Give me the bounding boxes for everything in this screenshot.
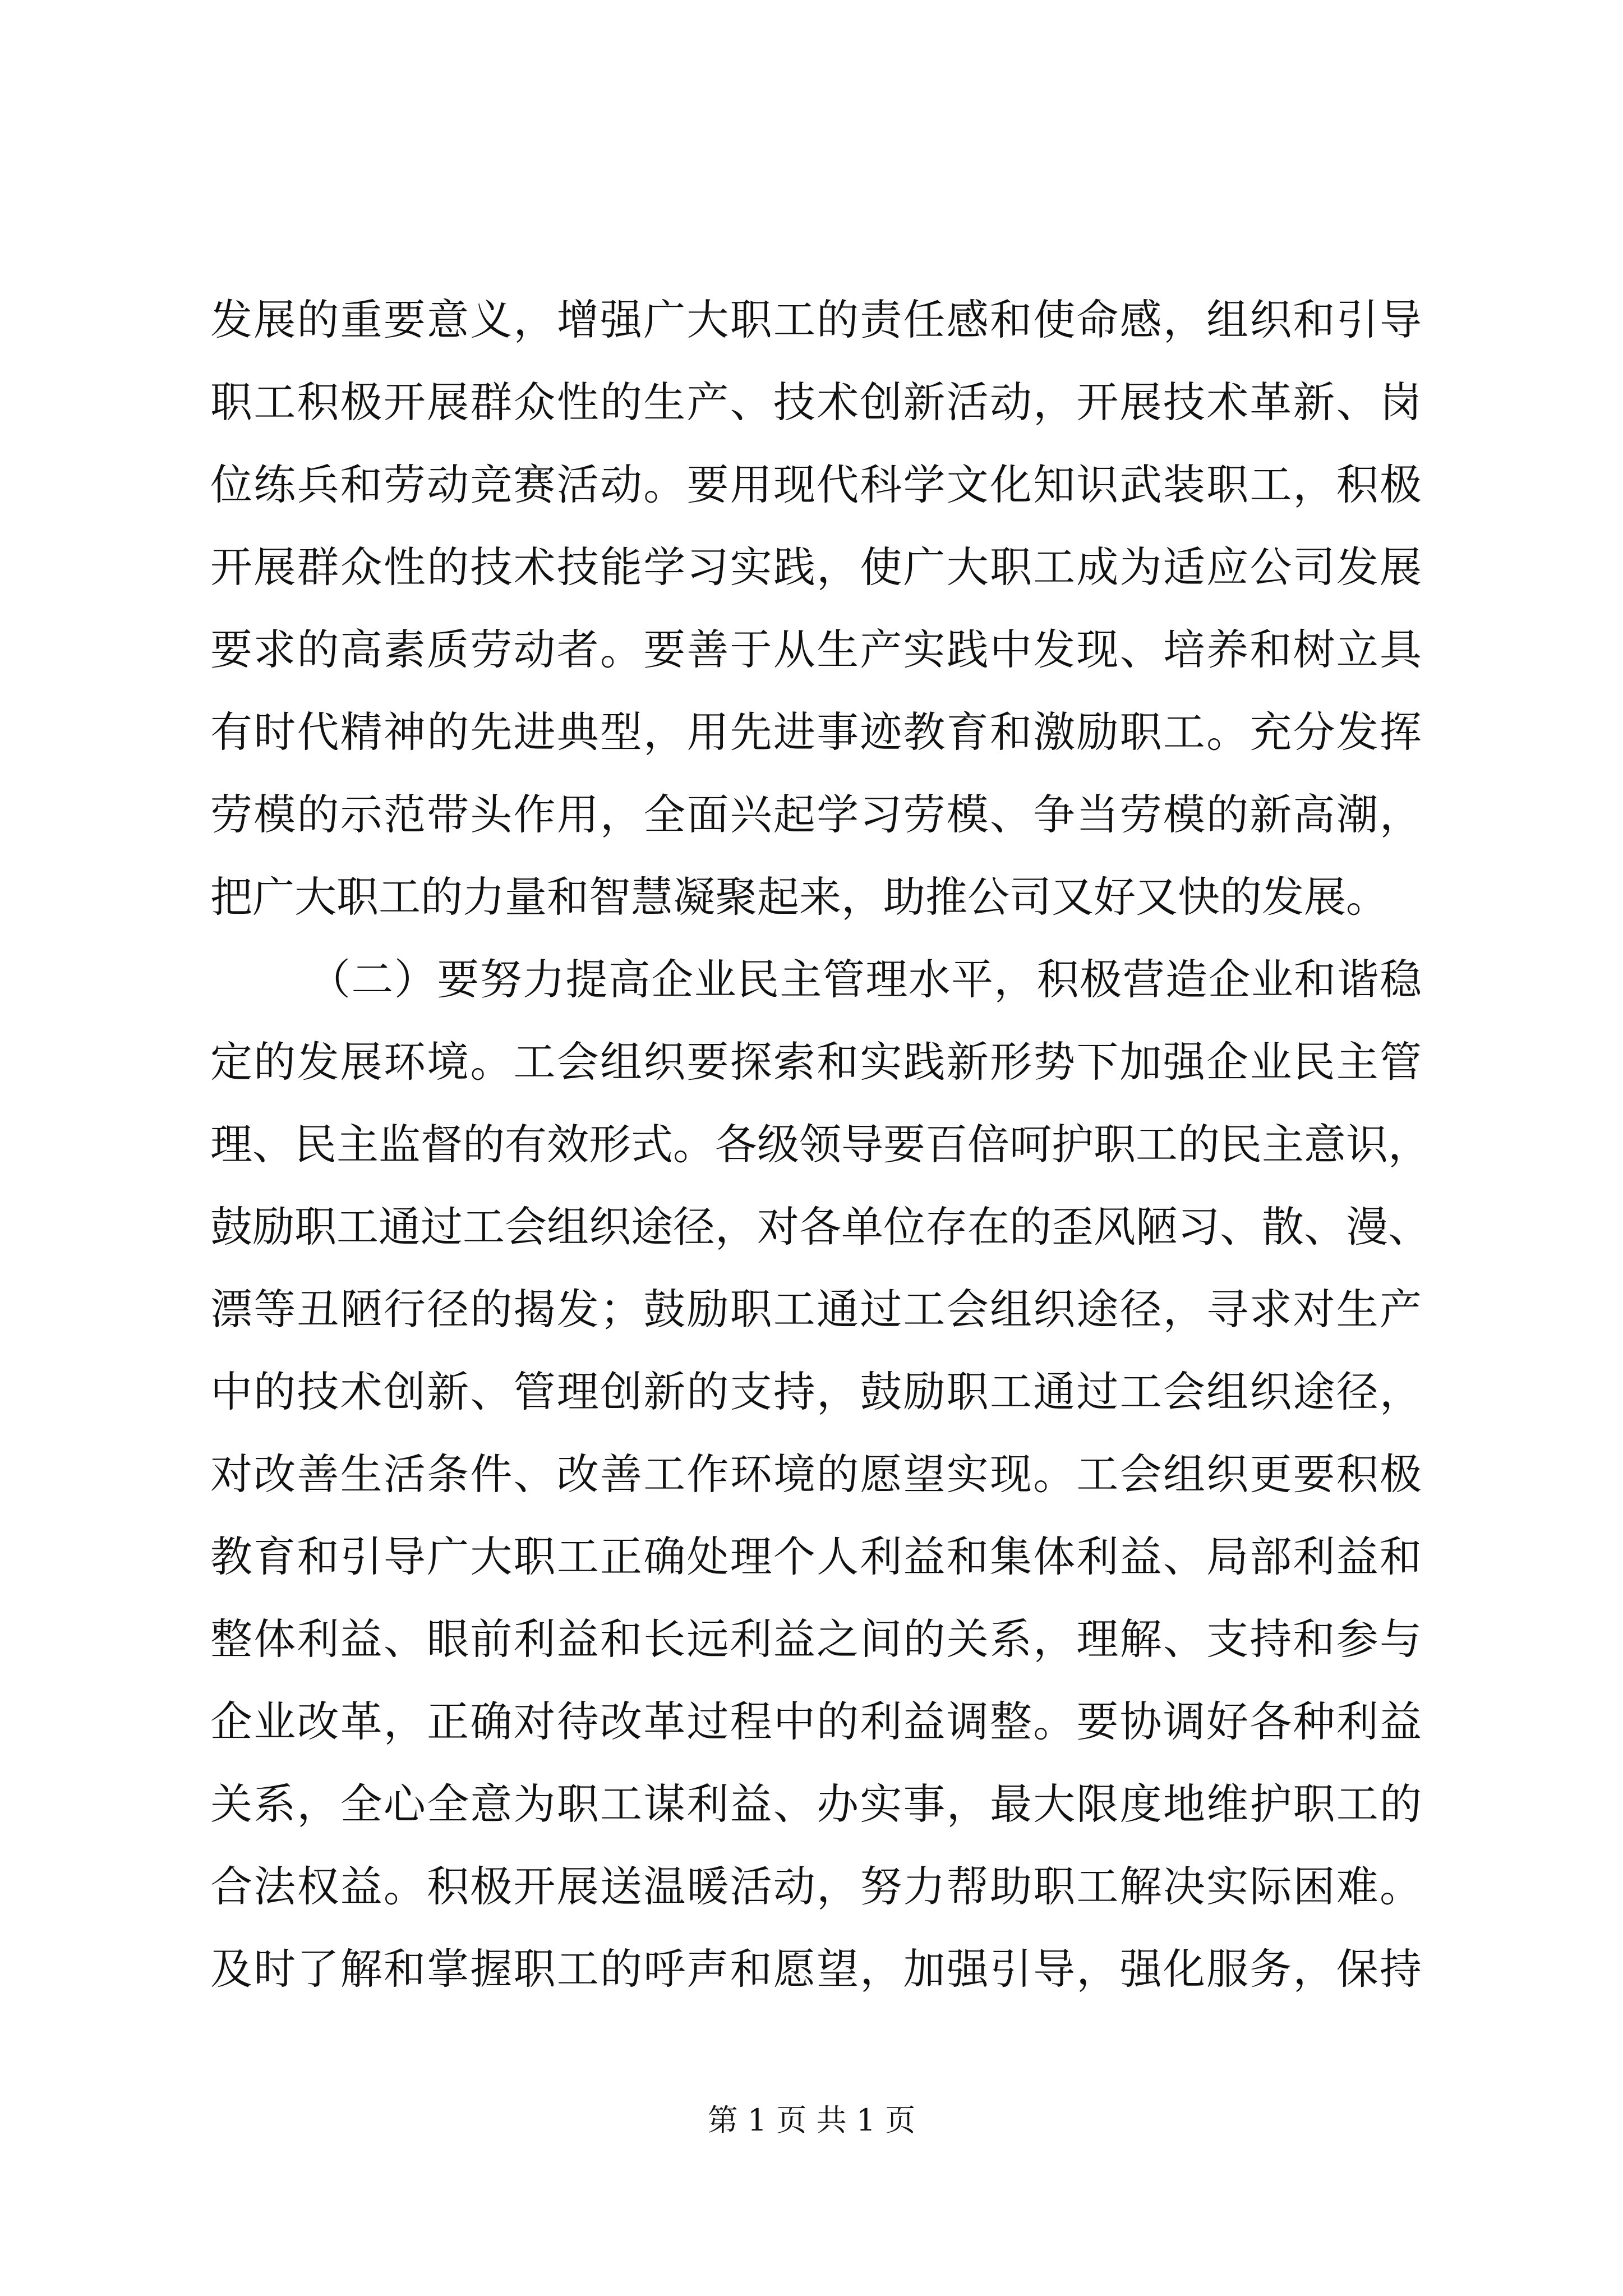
body-line: 劳模的示范带头作用，全面兴起学习劳模、争当劳模的新高潮，: [210, 790, 1422, 839]
body-line: 企业改革，正确对待改革过程中的利益调整。要协调好各种利益: [210, 1697, 1422, 1746]
body-line: 中的技术创新、管理创新的支持，鼓励职工通过工会组织途径，: [210, 1367, 1422, 1416]
body-line: 开展群众性的技术技能学习实践，使广大职工成为适应公司发展: [210, 542, 1422, 592]
page-footer: 第 1 页 共 1 页: [707, 2102, 916, 2138]
body-line: 合法权益。积极开展送温暖活动，努力帮助职工解决实际困难。: [210, 1862, 1422, 1911]
body-line: 关系，全心全意为职工谋利益、办实事，最大限度地维护职工的: [210, 1779, 1422, 1829]
body-line: 有时代精神的先进典型，用先进事迹教育和激励职工。充分发挥: [210, 707, 1422, 757]
body-line: 把广大职工的力量和智慧凝聚起来，助推公司又好又快的发展。: [210, 872, 1389, 922]
body-line: 位练兵和劳动竞赛活动。要用现代科学文化知识武装职工，积极: [210, 460, 1422, 509]
paragraph-first-line: （二）要努力提高企业民主管理水平，积极营造企业和谐稳: [308, 955, 1422, 1004]
body-line: 理、民主监督的有效形式。各级领导要百倍呵护职工的民主意识，: [210, 1120, 1431, 1169]
body-line: 漂等丑陋行径的揭发；鼓励职工通过工会组织途径，寻求对生产: [210, 1285, 1422, 1334]
body-line: 对改善生活条件、改善工作环境的愿望实现。工会组织更要积极: [210, 1450, 1422, 1499]
body-line: 发展的重要意义，增强广大职工的责任感和使命感，组织和引导: [210, 295, 1422, 344]
body-line: 及时了解和掌握职工的呼声和愿望，加强引导，强化服务，保持: [210, 1944, 1422, 1994]
body-line: 职工积极开展群众性的生产、技术创新活动，开展技术革新、岗: [210, 378, 1422, 427]
body-line: 要求的高素质劳动者。要善于从生产实践中发现、培养和树立具: [210, 625, 1422, 674]
body-line: 定的发展环境。工会组织要探索和实践新形势下加强企业民主管: [210, 1037, 1422, 1087]
body-line: 教育和引导广大职工正确处理个人利益和集体利益、局部利益和: [210, 1532, 1422, 1581]
body-line: 鼓励职工通过工会组织途径，对各单位存在的歪风陋习、散、漫、: [210, 1202, 1431, 1251]
body-line: 整体利益、眼前利益和长远利益之间的关系，理解、支持和参与: [210, 1614, 1422, 1664]
